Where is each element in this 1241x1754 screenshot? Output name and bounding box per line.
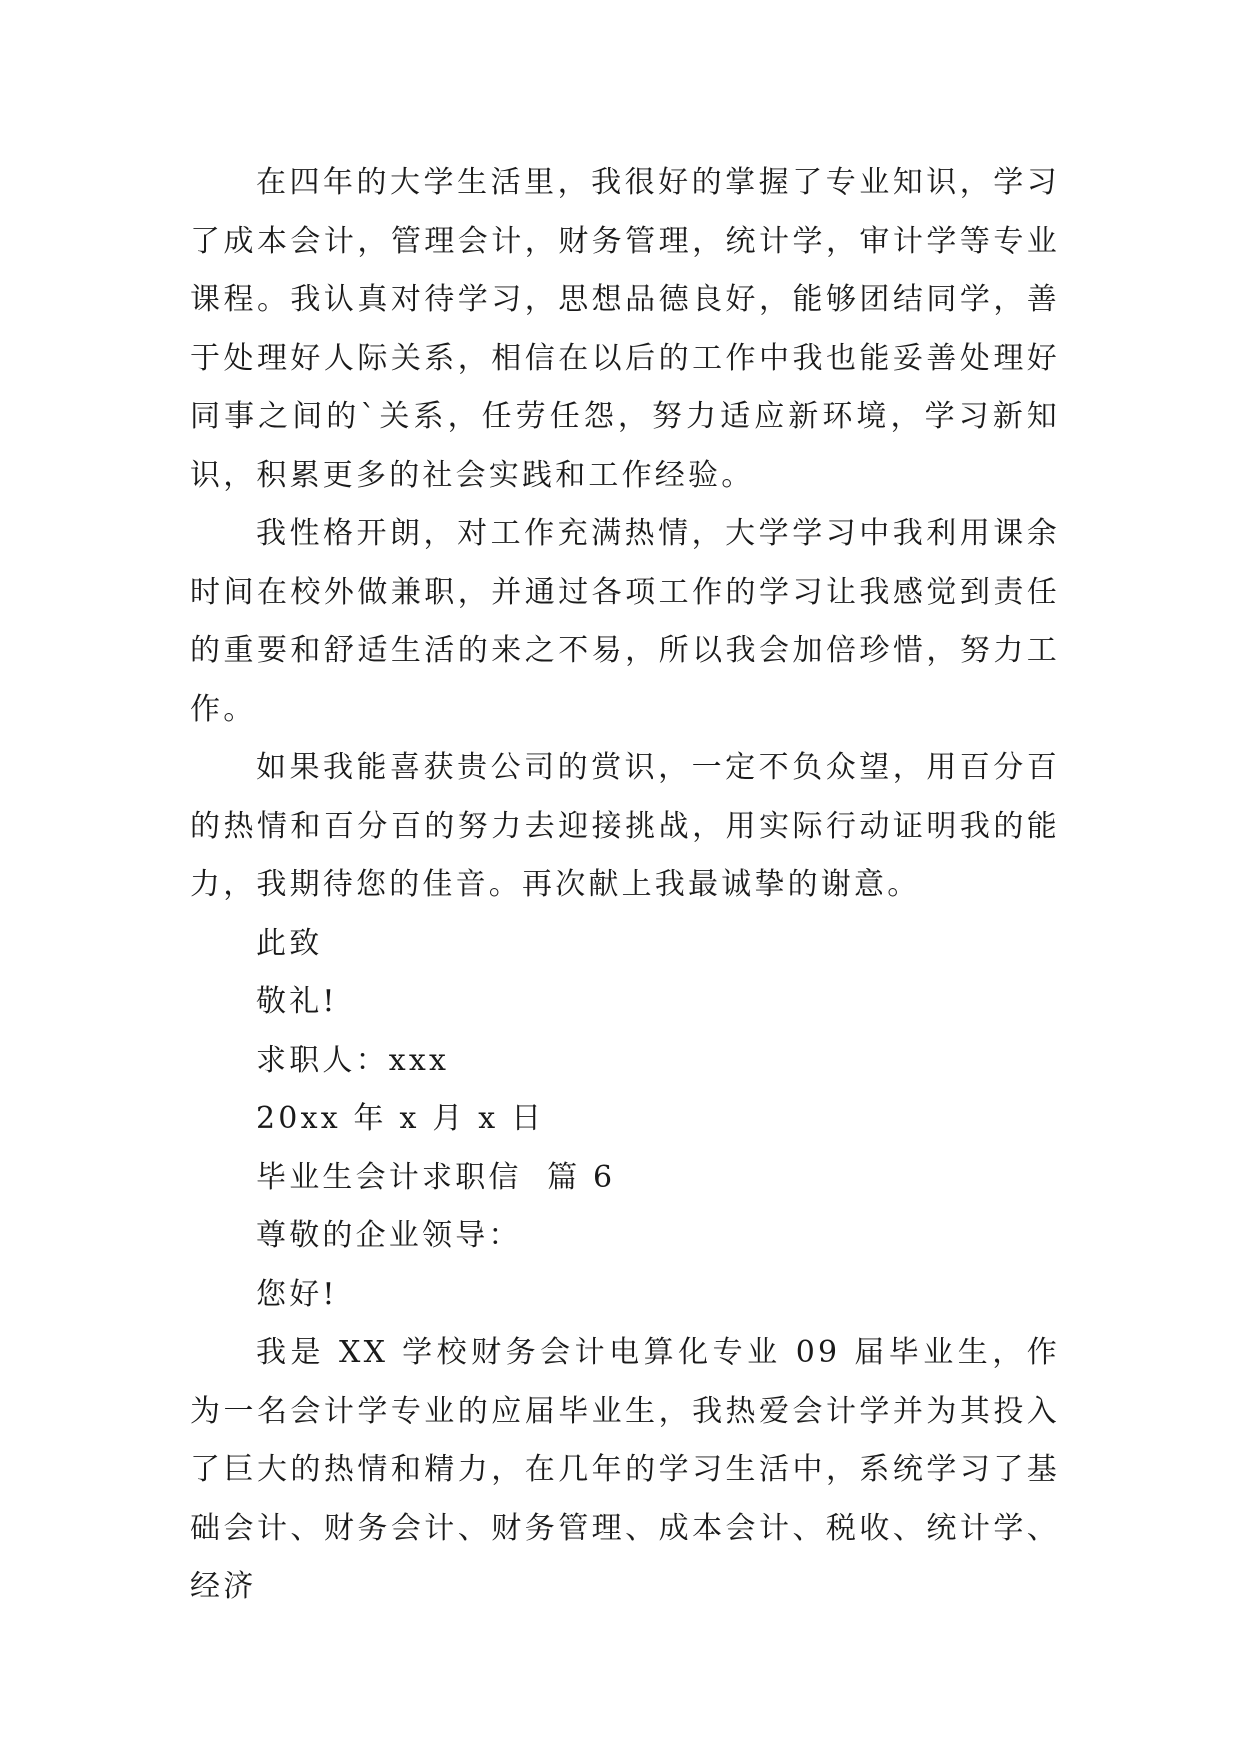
body-paragraph: 在四年的大学生活里，我很好的掌握了专业知识，学习了成本会计，管理会计，财务管理，统计学，审计学等专业课程。我认真对待学习，思想品德良好，能够团结同学，善于处理好人际关系，相信在以后的工作中我也能妥善处理好同事之间的`关系，任劳任怨，努力适应新环境，学习新知识，积累更多的社会实践和工作经验。 [190,165,1060,493]
closing-line: 此致 [256,925,323,961]
body-paragraph: 如果我能喜获贵公司的赏识，一定不负众望，用百分百的热情和百分百的努力去迎接挑战，用实际行动证明我的能力，我期待您的佳音。再次献上我最诚挚的谢意。 [190,750,1060,902]
date-line: 20xx 年 x 月 x 日 [256,1101,545,1136]
body-paragraph: 我是 XX 学校财务会计电算化专业 09 届毕业生，作为一名会计学专业的应届毕业生，我热爱会计学并为其投入了巨大的热情和精力，在几年的学习生活中，系统学习了基础会计、财务会计、财务管理、成本会计、税收、统计学、经济 [190,1335,1060,1604]
document-body [190,154,1060,1617]
salute-line: 敬礼! [256,984,338,1019]
signature-line: 求职人：xxx [256,1042,450,1078]
hello-line: 您好! [256,1276,338,1312]
body-paragraph: 我性格开朗，对工作充满热情，大学学习中我利用课余时间在校外做兼职，并通过各项工作的学习让我感觉到责任的重要和舒适生活的来之不易，所以我会加倍珍惜，努力工作。 [190,516,1060,727]
section-title: 毕业生会计求职信 篇 6 [256,1159,616,1195]
greeting-line: 尊敬的企业领导： [256,1218,522,1253]
